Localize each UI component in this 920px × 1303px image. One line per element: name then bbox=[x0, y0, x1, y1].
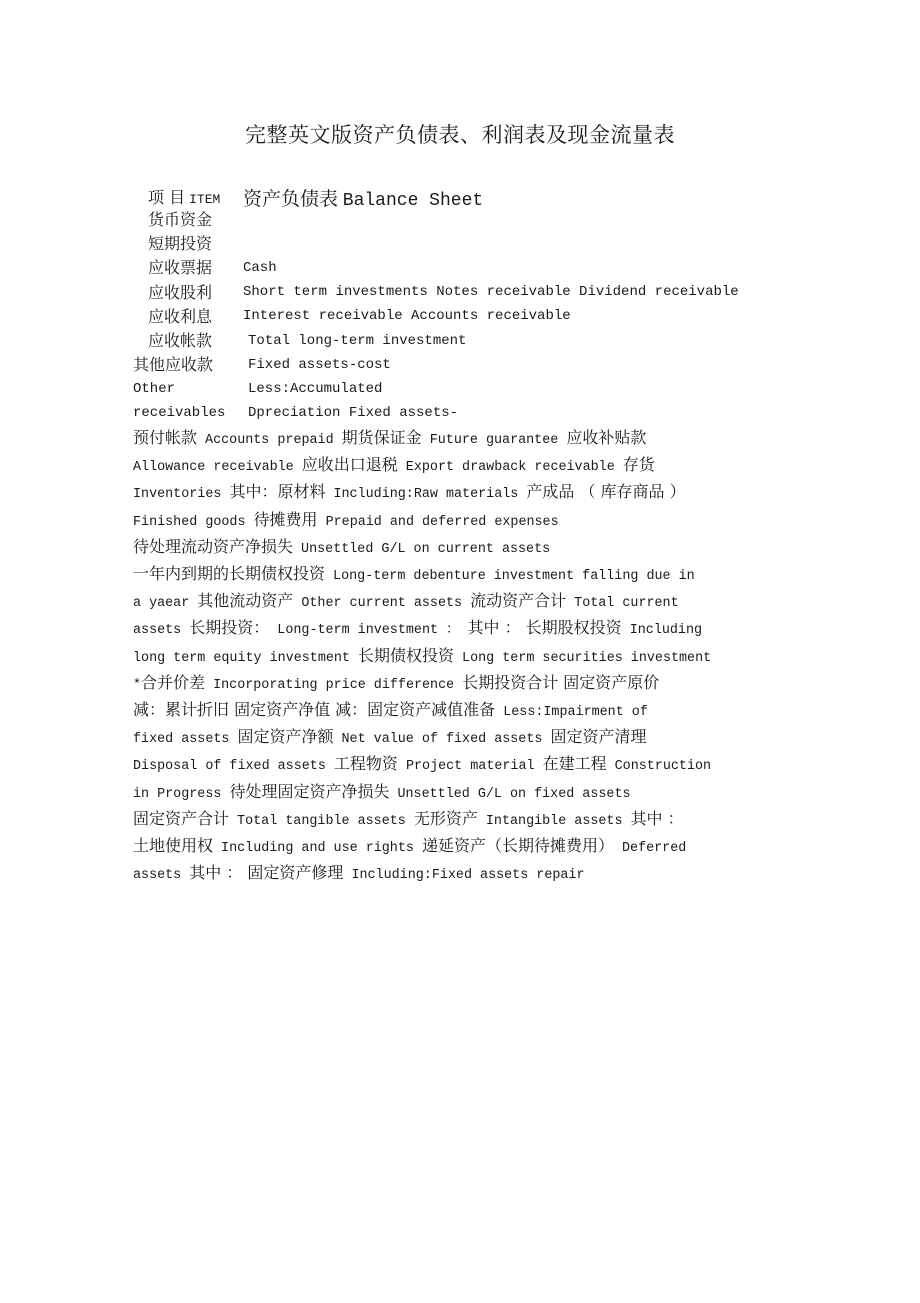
text-run-zh: 存货 bbox=[622, 455, 655, 475]
text-run-zh: 减：累计折旧 固定资产净值 减：固定资产减值准备 bbox=[133, 700, 496, 720]
text-run-en: Prepaid and deferred expenses bbox=[317, 514, 559, 530]
text-run-en: Less:Impairment of bbox=[495, 705, 648, 721]
text-run-zh: 预付帐款 bbox=[133, 428, 198, 447]
text-run-zh: 其中 ： bbox=[467, 618, 521, 638]
text-run-en: Accounts prepaid bbox=[197, 433, 342, 448]
text-run-en: Net value of fixed assets bbox=[333, 732, 551, 748]
right-line: Dpreciation Fixed assets- bbox=[248, 405, 459, 422]
text-run-zh: 固定资产净额 bbox=[237, 727, 334, 747]
text-run-zh: 产成品 （ 库存商品 ） bbox=[526, 482, 686, 502]
text-run-en: long term equity investment bbox=[133, 650, 358, 666]
text-run-en: a yaear bbox=[133, 596, 198, 612]
text-run-zh: 长期投资合计 固定资产原价 bbox=[462, 672, 660, 692]
right-line: Interest receivable Accounts receivable bbox=[243, 308, 571, 325]
paragraph-line bbox=[133, 725, 723, 752]
paragraph-line bbox=[133, 698, 723, 725]
paragraph-line bbox=[133, 426, 723, 453]
text-run-en: Including and use rights bbox=[213, 841, 422, 857]
text-run-zh: 待摊费用 bbox=[253, 509, 318, 529]
right-line: Less:Accumulated bbox=[248, 381, 383, 398]
document-title: 完整英文版资产负债表、利润表及现金流量表 bbox=[245, 123, 675, 147]
text-run-en: Including bbox=[621, 623, 703, 639]
text-run-en: Finished goods bbox=[133, 514, 254, 530]
text-run-en: Allowance receivable bbox=[133, 460, 302, 476]
right-line: Total long-term investment bbox=[248, 332, 467, 349]
left-label: 货币资金 bbox=[148, 210, 213, 229]
balance-sheet-label-zh: 资产负债表 bbox=[243, 188, 339, 210]
text-run-zh: 长期债权投资 bbox=[358, 645, 455, 665]
right-line: Fixed assets-cost bbox=[248, 356, 391, 373]
other-receivables-en-2: receivables bbox=[133, 405, 226, 422]
text-run-zh: 工程物资 bbox=[333, 754, 398, 774]
item-label-en: ITEM bbox=[189, 192, 221, 207]
balance-sheet-header bbox=[243, 184, 483, 211]
left-label: 应收股利 bbox=[148, 282, 213, 302]
text-run-en: Incorporating price difference bbox=[205, 677, 463, 693]
text-run-en: Export drawback receivable bbox=[397, 460, 623, 476]
text-run-en: Long-term debenture investment falling due in bbox=[325, 569, 695, 585]
text-run-en: Long-term investment ： bbox=[269, 623, 468, 639]
right-english-column bbox=[243, 256, 739, 425]
paragraph-line bbox=[133, 535, 723, 562]
text-run-en: assets bbox=[133, 868, 190, 884]
item-header bbox=[148, 185, 220, 208]
text-run-en: Including:Raw materials bbox=[325, 487, 527, 503]
text-run-zh: 其中 ： bbox=[630, 808, 684, 828]
text-run-zh: 土地使用权 bbox=[133, 836, 214, 856]
text-run-en: Deferred bbox=[613, 841, 687, 857]
text-run-en: Disposal of fixed assets bbox=[133, 759, 334, 775]
left-label: 应收利息 bbox=[148, 306, 213, 326]
text-run-en: Total tangible assets bbox=[229, 813, 414, 829]
left-label: 应收票据 bbox=[148, 258, 213, 278]
text-run-zh: 其中 ： 固定资产修理 bbox=[189, 863, 344, 883]
text-run-zh: 长期股权投资 bbox=[520, 618, 622, 638]
paragraph-line bbox=[133, 480, 723, 507]
text-run-zh: 固定资产清理 bbox=[550, 727, 647, 747]
paragraph-line bbox=[133, 671, 723, 698]
text-run-en: Other current assets bbox=[293, 596, 471, 612]
text-run-en: Unsettled G/L on current assets bbox=[293, 541, 551, 557]
paragraph-line bbox=[133, 508, 723, 535]
text-run-en: Construction bbox=[606, 759, 712, 775]
left-label: 短期投资 bbox=[148, 234, 213, 254]
text-run-zh: 期货保证金 bbox=[341, 428, 422, 447]
body-paragraph bbox=[133, 426, 723, 888]
text-run-zh: 应收补贴款 bbox=[566, 428, 647, 447]
paragraph-line bbox=[133, 644, 723, 671]
text-run-zh: 应收出口退税 bbox=[301, 455, 398, 475]
text-run-en: in Progress bbox=[133, 786, 230, 802]
text-run-zh: 在建工程 bbox=[542, 754, 607, 774]
text-run-zh: 长期投资： bbox=[189, 618, 270, 638]
text-run-en: Inventories bbox=[133, 487, 230, 503]
text-run-en: * bbox=[133, 677, 142, 693]
text-run-zh: 合并价差 bbox=[141, 672, 206, 692]
other-receivables-en-1: Other bbox=[133, 381, 176, 398]
text-run-zh: 递延资产（长期待摊费用） bbox=[421, 836, 614, 856]
text-run-zh: 其中：原材料 bbox=[229, 482, 326, 502]
text-run-zh: 无形资产 bbox=[413, 808, 478, 828]
paragraph-line bbox=[133, 616, 723, 643]
item-label-zh: 项 目 bbox=[148, 188, 186, 207]
text-run-zh: 待处理流动资产净损失 bbox=[133, 536, 294, 556]
balance-sheet-label-en: Balance Sheet bbox=[342, 191, 484, 211]
text-run-zh: 流动资产合计 bbox=[470, 591, 567, 611]
text-run-en: fixed assets bbox=[133, 732, 238, 748]
paragraph-line bbox=[133, 834, 723, 861]
text-run-en: Unsettled G/L on fixed assets bbox=[389, 786, 631, 802]
paragraph-line bbox=[133, 562, 723, 589]
paragraph-line bbox=[133, 780, 723, 807]
paragraph-line bbox=[133, 807, 723, 834]
right-line: Short term investments Notes receivable Dividend receivable bbox=[243, 284, 739, 301]
right-line: Cash bbox=[243, 260, 277, 276]
paragraph-line bbox=[133, 589, 723, 616]
left-label-column bbox=[148, 208, 212, 353]
text-run-en: Including:Fixed assets repair bbox=[343, 868, 585, 884]
text-run-zh: 其他流动资产 bbox=[197, 591, 294, 611]
text-run-en: Total current bbox=[566, 596, 679, 612]
other-receivables-zh: 其他应收款 bbox=[133, 355, 214, 374]
left-label: 应收帐款 bbox=[148, 331, 213, 351]
other-receivables-block bbox=[133, 353, 225, 426]
paragraph-line bbox=[133, 752, 723, 779]
text-run-en: assets bbox=[133, 623, 190, 639]
text-run-en: Project material bbox=[397, 759, 543, 775]
text-run-en: Intangible assets bbox=[477, 813, 631, 829]
paragraph-line bbox=[133, 453, 723, 480]
text-run-zh: 固定资产合计 bbox=[133, 808, 230, 828]
text-run-zh: 待处理固定资产净损失 bbox=[229, 781, 390, 801]
text-run-en: Future guarantee bbox=[421, 433, 567, 448]
paragraph-line bbox=[133, 861, 723, 888]
text-run-zh: 一年内到期的长期债权投资 bbox=[133, 564, 326, 584]
text-run-en: Long term securities investment bbox=[454, 650, 712, 666]
